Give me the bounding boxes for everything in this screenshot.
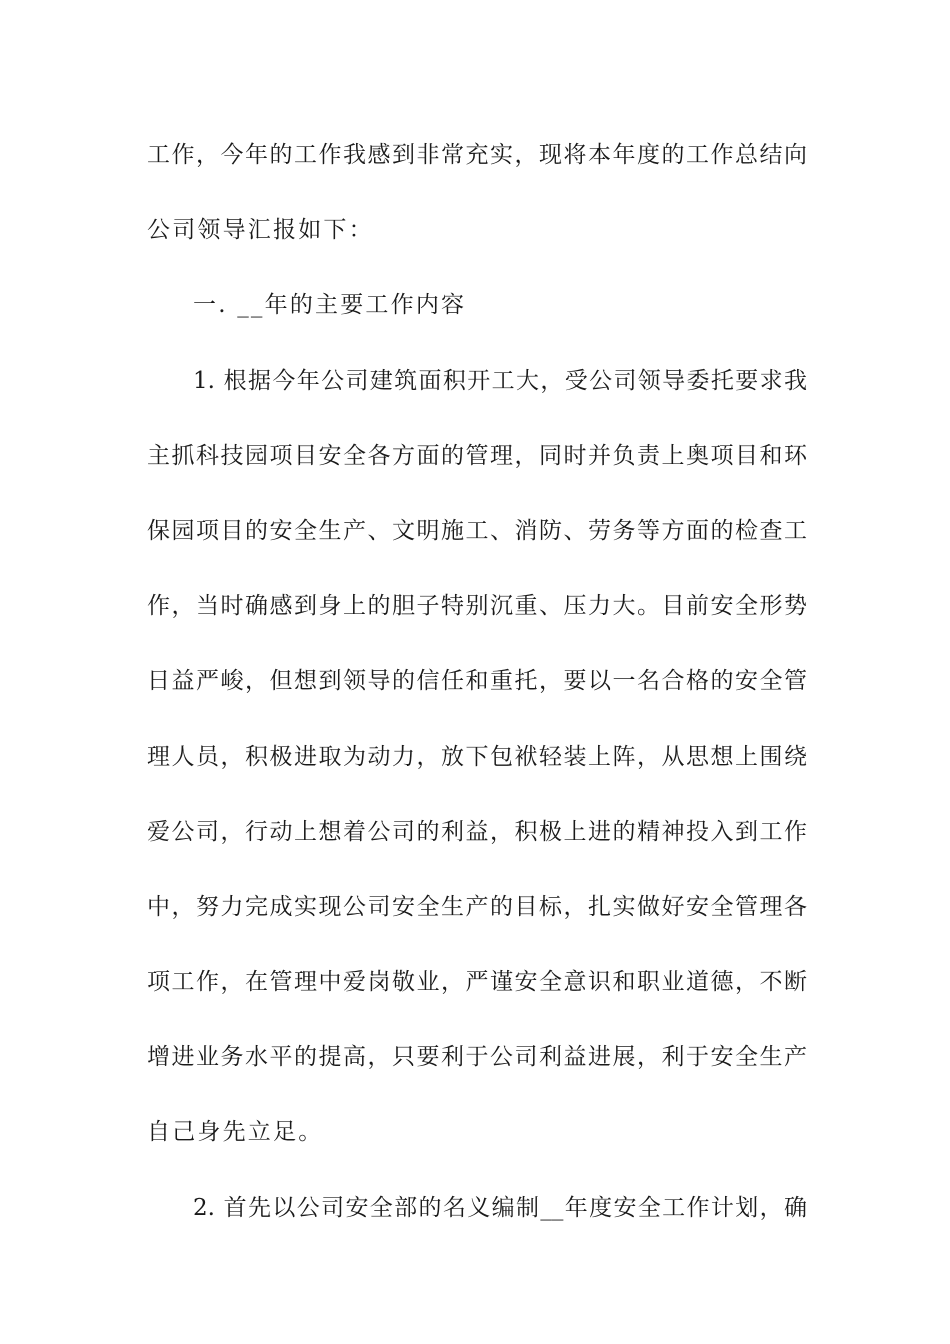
paragraph-2-line-1: 2. 首先以公司安全部的名义编制__年度安全工作计划，确 [193, 1194, 807, 1221]
text-line-1: 工作，今年的工作我感到非常充实，现将本年度的工作总结向 [147, 142, 807, 168]
document-body [147, 127, 807, 1255]
paragraph-1-line-3: 保园项目的安全生产、文明施工、消防、劳务等方面的检查工 [147, 517, 807, 544]
paragraph-1-line-9: 项工作，在管理中爱岗敬业，严谨安全意识和职业道德，不断 [147, 969, 807, 996]
paragraph-1-line-6: 理人员，积极进取为动力，放下包袱轻装上阵，从思想上围绕 [147, 743, 807, 770]
paragraph-1-line-7: 爱公司，行动上想着公司的利益，积极上进的精神投入到工作 [147, 818, 807, 845]
paragraph-1-line-10: 增进业务水平的提高，只要利于公司利益进展，利于安全生产 [147, 1044, 807, 1071]
paragraph-1-line-2: 主抓科技园项目安全各方面的管理，同时并负责上奥项目和环 [147, 442, 807, 469]
paragraph-1-line-5: 日益严峻，但想到领导的信任和重托，要以一名合格的安全管 [147, 668, 807, 695]
paragraph-1-line-4: 作，当时确感到身上的胆子特别沉重、压力大。目前安全形势 [147, 593, 807, 620]
paragraph-1-line-8: 中，努力完成实现公司安全生产的目标，扎实做好安全管理各 [147, 893, 807, 920]
paragraph-1-line-11: 自己身先立足。 [147, 1119, 324, 1146]
text-line-2: 公司领导汇报如下： [147, 217, 374, 244]
section-heading: 一. __年的主要工作内容 [193, 292, 467, 319]
paragraph-1-line-1: 1. 根据今年公司建筑面积开工大，受公司领导委托要求我 [193, 367, 807, 394]
